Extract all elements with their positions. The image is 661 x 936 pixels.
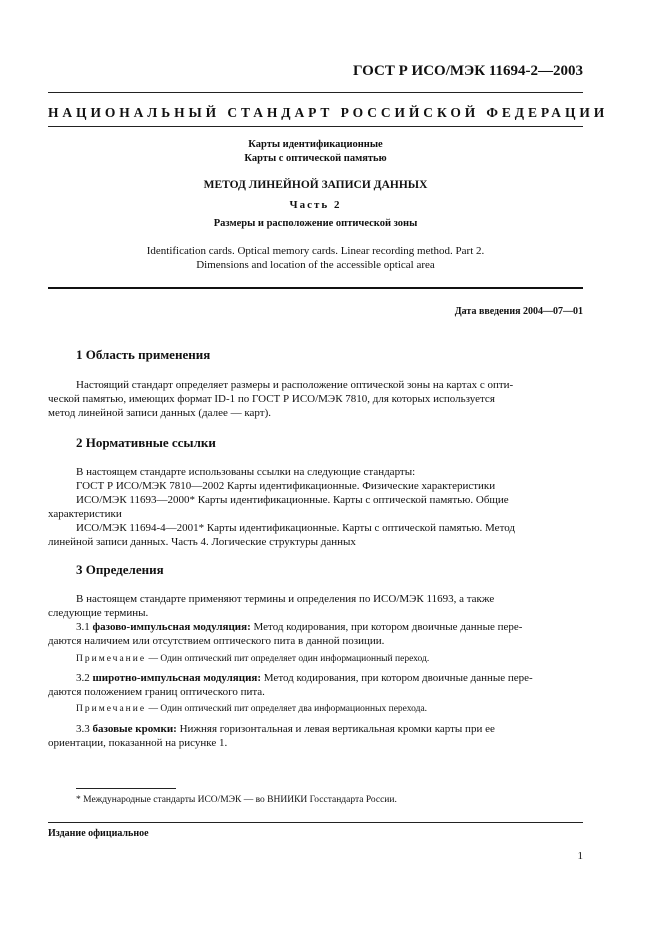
text-line: даются положением границ оптического пита.: [48, 686, 265, 698]
note-label: Примечание: [76, 704, 147, 714]
definition-first-line: [48, 722, 583, 736]
definition-term: базовые кромки:: [92, 723, 177, 735]
definition-text: Нижняя горизонтальная и левая вертикальная кромки карты при ее: [179, 723, 495, 735]
definition-number: 3.3: [76, 723, 90, 735]
reference-item: ИСО/МЭК 11694-4—2001* Карты идентификационные. Карты с оптической памятью. Метод: [76, 522, 516, 534]
title-line-2: Карты с оптической памятью: [244, 153, 387, 164]
definition-first-line: [48, 671, 583, 685]
section-3-heading: 3 Определения: [76, 562, 164, 577]
page-number: 1: [577, 850, 583, 862]
official-edition-label: Издание официальное: [48, 828, 149, 839]
text-line: даются наличием или отсутствием оптического пита в данной позиции.: [48, 635, 385, 647]
introduction-date: Дата введения 2004—07—01: [454, 306, 583, 317]
part-label: Часть 2: [289, 199, 342, 211]
section-1-text: [48, 378, 583, 420]
text-line: В настоящем стандарте применяют термины и определения по ИСО/МЭК 11693, а также: [76, 593, 495, 605]
top-rule: [48, 92, 583, 93]
definition-text: Метод кодирования, при котором двоичные данные пере-: [253, 621, 523, 633]
text-line: линейной записи данных. Часть 4. Логические структуры данных: [48, 536, 356, 548]
definition-term: широтно-импульсная модуляция:: [92, 672, 262, 684]
section-2-heading: 2 Нормативные ссылки: [76, 435, 216, 450]
english-title-line-2: Dimensions and location of the accessible optical area: [196, 259, 435, 271]
standard-number: ГОСТ Р ИСО/МЭК 11694-2—2003: [353, 63, 583, 79]
subtitle: Размеры и расположение оптической зоны: [213, 218, 418, 229]
text-line: Настоящий стандарт определяет размеры и расположение оптической зоны на картах с опти-: [76, 379, 514, 391]
note-label: Примечание: [76, 654, 147, 664]
text-line: метод линейной записи данных (далее — карт).: [48, 407, 271, 419]
definition-number: 3.2: [76, 672, 90, 684]
section-3-intro: [48, 592, 583, 620]
note-line: [48, 702, 583, 716]
note-1: [48, 652, 583, 666]
national-standard-banner: НАЦИОНАЛЬНЫЙ СТАНДАРТ РОССИЙСКОЙ ФЕДЕРАЦИИ: [48, 105, 609, 120]
footnote: * Международные стандарты ИСО/МЭК — во ВНИИКИ Госстандарта России.: [76, 795, 397, 805]
definition-3-3: [48, 722, 583, 750]
definition-term: фазово-импульсная модуляция:: [92, 621, 251, 633]
definition-3-1: [48, 620, 583, 648]
note-text: — Один оптический пит определяет один информационный переход.: [148, 654, 430, 664]
section-1-heading: 1 Область применения: [76, 347, 211, 362]
reference-item: ИСО/МЭК 11693—2000* Карты идентификационные. Карты с оптической памятью. Общие: [76, 494, 509, 506]
banner-rule: [48, 126, 583, 127]
text-line: ориентации, показанной на рисунке 1.: [48, 737, 228, 749]
text-line: характеристики: [48, 508, 122, 520]
definition-first-line: [48, 620, 583, 634]
note-text: — Один оптический пит определяет два информационных перехода.: [148, 704, 428, 714]
reference-item: ГОСТ Р ИСО/МЭК 7810—2002 Карты идентификационные. Физические характеристики: [76, 480, 496, 492]
method-title: МЕТОД ЛИНЕЙНОЙ ЗАПИСИ ДАННЫХ: [203, 179, 428, 191]
footer-rule: [48, 822, 583, 823]
section-2-text: [48, 465, 583, 549]
title-block-rule: [48, 287, 583, 289]
text-line: следующие термины.: [48, 607, 149, 619]
note-2: [48, 702, 583, 716]
footnote-rule: [76, 788, 176, 789]
note-line: [48, 652, 583, 666]
definition-number: 3.1: [76, 621, 90, 633]
text-line: В настоящем стандарте использованы ссылки на следующие стандарты:: [76, 466, 416, 478]
text-line: ческой памятью, имеющих формат ID-1 по ГОСТ Р ИСО/МЭК 7810, для которых используется: [48, 393, 495, 405]
english-title-line-1: Identification cards. Optical memory cards. Linear recording method. Part 2.: [146, 245, 485, 257]
title-line-1: Карты идентификационные: [248, 139, 383, 150]
definition-text: Метод кодирования, при котором двоичные данные пере-: [263, 672, 533, 684]
definition-3-2: [48, 671, 583, 699]
